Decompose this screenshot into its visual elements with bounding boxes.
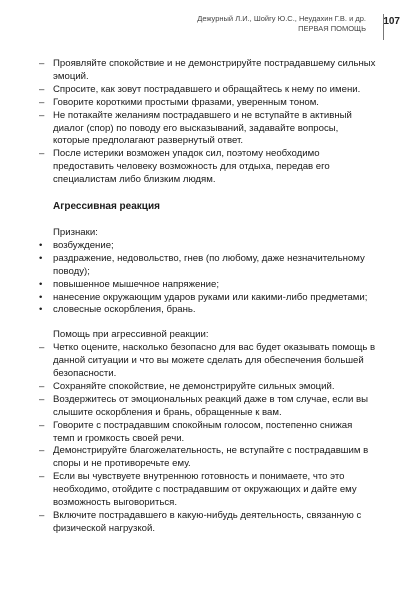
header-authors: Дежурный Л.И., Шойгу Ю.С., Неудахин Г.В. и др.: [197, 14, 366, 23]
list-item: [39, 97, 376, 110]
list-item: [39, 394, 376, 420]
dash-marker: –: [39, 342, 45, 354]
dash-marker: –: [39, 109, 45, 121]
list-item-text: Включите пострадавшего в какую-нибудь деятельность, связанную с физической нагрузкой.: [53, 510, 362, 534]
dash-marker: –: [39, 83, 45, 95]
dash-marker: –: [39, 58, 45, 69]
list-item: [39, 292, 376, 305]
list-item: [39, 471, 376, 510]
page-body: [39, 58, 376, 536]
list-item-text: Если вы чувствуете внутреннюю готовность и понимаете, что это необходимо, отойдите с пострадавшим от окружающих и дайте ему возможность выговориться.: [53, 471, 357, 509]
signs-label: Признаки:: [53, 226, 98, 238]
list-item-text: Не потакайте желаниям пострадавшего и не вступайте в активный диалог (спор) по поводу его высказываний, задавайте вопросы, которые предполагают развернутый ответ.: [53, 109, 352, 147]
dash-marker: –: [39, 148, 45, 160]
list-item-text: После истерики возможен упадок сил, поэтому необходимо предоставить человеку возможность для отдыха, передав его специалистам либо близким людям.: [53, 148, 330, 186]
list-item: [39, 342, 376, 381]
list-item-text: повышенное мышечное напряжение;: [53, 278, 219, 290]
list-item: [39, 381, 376, 394]
bullet-marker: •: [39, 239, 43, 251]
list-item-text: Демонстрируйте благожелательность, не вступайте с пострадавшим в споры и не противоречьте ему.: [53, 445, 369, 470]
dash-marker: –: [39, 510, 45, 521]
list-item: [39, 253, 376, 279]
signs-list: [39, 240, 376, 317]
list-item: [39, 84, 376, 97]
list-item-text: Спросите, как зовут пострадавшего и обращайтесь к нему по имени.: [53, 83, 361, 95]
bullet-marker: •: [39, 304, 43, 316]
page-number: 107: [383, 16, 400, 27]
list-item: [39, 110, 376, 149]
list-item-text: Говорите с пострадавшим спокойным голосом, постепенно снижая темп и громкость своей речи.: [53, 419, 353, 444]
list-item-text: словесные оскорбления, брань.: [53, 304, 196, 316]
dash-marker: –: [39, 471, 45, 483]
list-item: [39, 240, 376, 253]
list-item-text: Сохраняйте спокойствие, не демонстрируйте сильных эмоций.: [53, 380, 335, 392]
list-item-text: Воздержитесь от эмоциональных реакций даже в том случае, если вы слышите оскорбления и брань, обращенные к вам.: [53, 393, 369, 418]
list-item: [39, 420, 376, 446]
list-item: [39, 279, 376, 292]
list-item-text: Говорите короткими простыми фразами, уверенным тоном.: [53, 96, 319, 108]
dash-marker: –: [39, 393, 45, 405]
list-item: [39, 445, 376, 471]
list-item-text: Проявляйте спокойствие и не демонстрируйте пострадавшему сильных эмоций.: [53, 58, 376, 82]
help-label: Помощь при агрессивной реакции:: [53, 329, 209, 341]
section-heading: Агрессивная реакция: [53, 201, 160, 213]
list-item: [39, 304, 376, 317]
page-header: [0, 14, 414, 42]
list-item-text: возбуждение;: [53, 239, 114, 251]
list-item-text: раздражение, недовольство, гнев (по любому, даже незначительному поводу);: [53, 252, 365, 277]
dash-marker: –: [39, 419, 45, 431]
list-item: [39, 58, 376, 84]
list-item-text: Четко оцените, насколько безопасно для вас будет оказывать помощь в данной ситуации и что вы можете сделать для обеспечения большей безопасности.: [53, 342, 376, 380]
dash-marker: –: [39, 380, 45, 392]
list-item: [39, 510, 376, 536]
header-book-title: ПЕРВАЯ ПОМОЩЬ: [298, 24, 366, 33]
spacer: [39, 317, 376, 329]
bullet-marker: •: [39, 252, 43, 264]
dash-marker: –: [39, 96, 45, 108]
bullet-marker: •: [39, 278, 43, 290]
help-list: [39, 342, 376, 536]
calm-advice-list: [39, 58, 376, 187]
list-item: [39, 148, 376, 187]
list-item-text: нанесение окружающим ударов руками или какими-либо предметами;: [53, 291, 368, 303]
dash-marker: –: [39, 445, 45, 457]
bullet-marker: •: [39, 291, 43, 303]
